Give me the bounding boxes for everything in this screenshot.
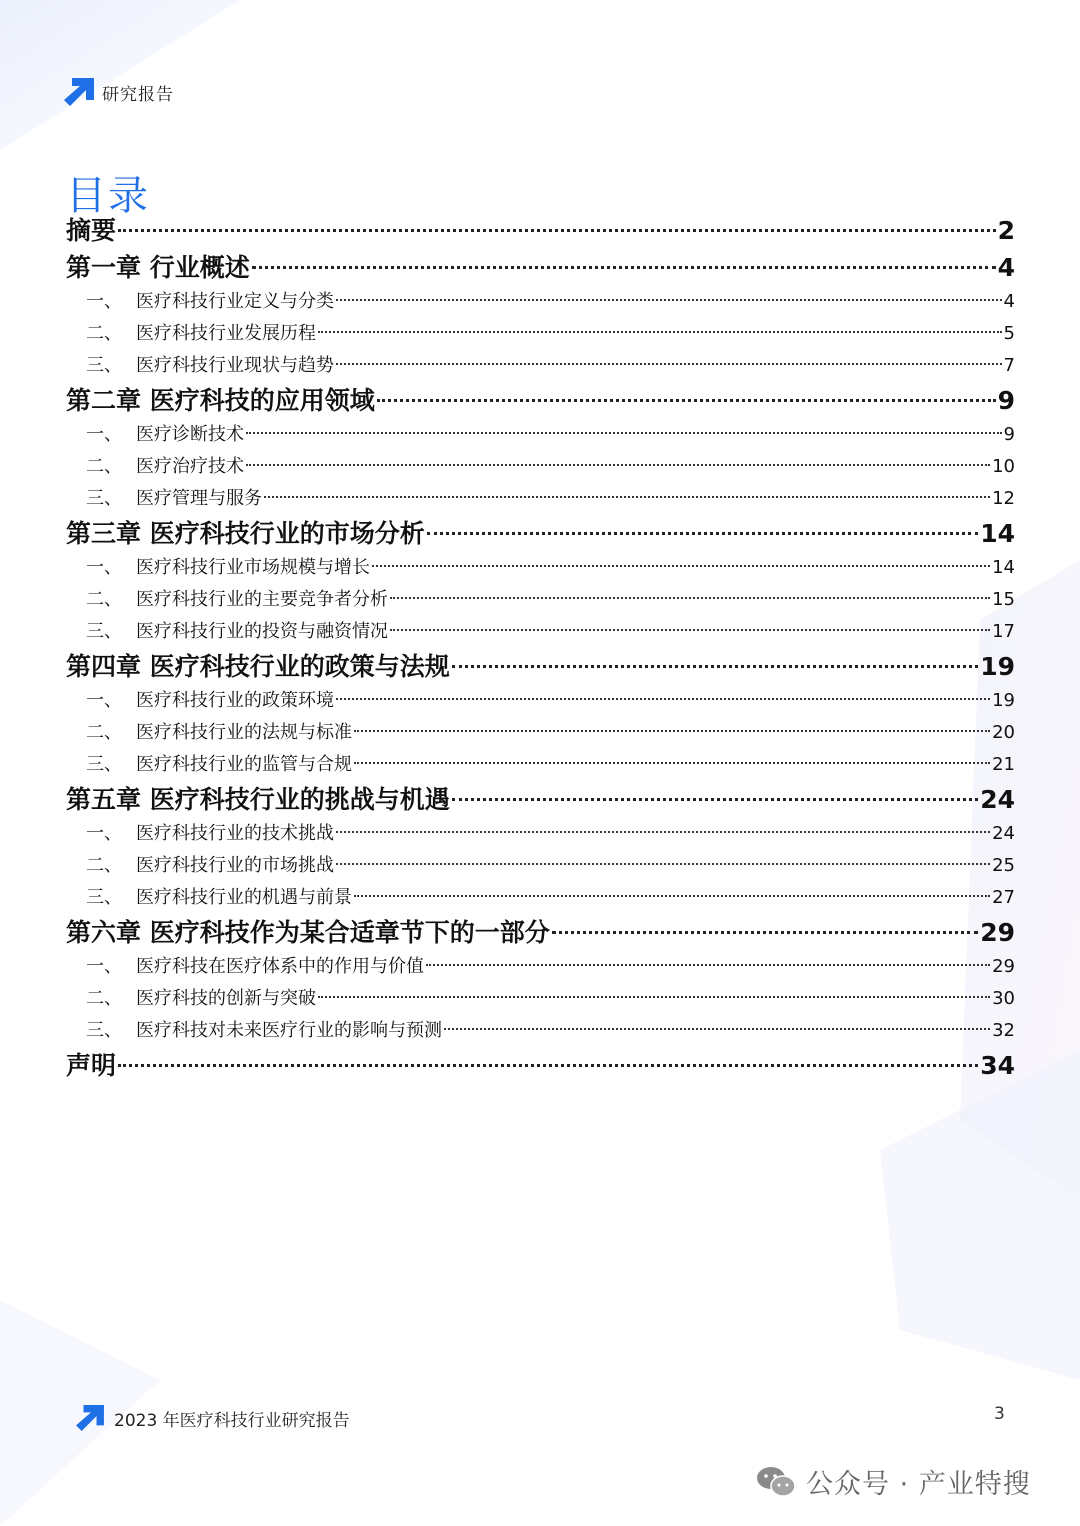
toc-leader-dots bbox=[118, 1064, 978, 1067]
toc-leader-dots bbox=[390, 597, 990, 599]
toc-section-entry[interactable] bbox=[66, 951, 1015, 983]
toc-chapter-entry[interactable] bbox=[66, 383, 1015, 419]
toc-section-label: 医疗科技对未来医疗行业的影响与预测 bbox=[136, 1020, 442, 1041]
toc-page-number: 34 bbox=[980, 1051, 1015, 1080]
page-number: 3 bbox=[994, 1404, 1005, 1424]
toc-section-entry[interactable] bbox=[66, 318, 1015, 350]
toc-section-label: 医疗诊断技术 bbox=[136, 424, 244, 445]
toc-section-number: 一、 bbox=[86, 557, 122, 578]
page-footer bbox=[76, 1405, 350, 1431]
toc-section-entry[interactable] bbox=[66, 749, 1015, 781]
toc-chapter-entry[interactable] bbox=[66, 213, 1015, 249]
toc-section-entry[interactable] bbox=[66, 451, 1015, 483]
toc-page-number: 9 bbox=[997, 386, 1015, 415]
toc-page-number: 17 bbox=[992, 621, 1015, 642]
toc-leader-dots bbox=[426, 964, 990, 966]
toc-section-number: 一、 bbox=[86, 424, 122, 445]
toc-page-number: 20 bbox=[992, 722, 1015, 743]
toc-leader-dots bbox=[452, 665, 978, 668]
toc-chapter-entry[interactable] bbox=[66, 649, 1015, 685]
toc-section-label: 医疗科技行业的监管与合规 bbox=[136, 754, 352, 775]
toc-section-number: 二、 bbox=[86, 855, 122, 876]
toc-section-entry[interactable] bbox=[66, 882, 1015, 914]
brand-logo-icon bbox=[76, 1405, 104, 1431]
wechat-icon bbox=[756, 1465, 796, 1499]
header-label: 研究报告 bbox=[102, 84, 174, 105]
toc-section-entry[interactable] bbox=[66, 1015, 1015, 1047]
toc-section-number: 三、 bbox=[86, 887, 122, 908]
toc-page-number: 14 bbox=[992, 557, 1015, 578]
toc-leader-dots bbox=[336, 698, 990, 700]
toc-leader-dots bbox=[390, 629, 990, 631]
toc-section-number: 一、 bbox=[86, 823, 122, 844]
toc-section-label: 医疗科技行业定义与分类 bbox=[136, 291, 334, 312]
toc-page-number: 5 bbox=[1003, 323, 1015, 344]
toc-section-label: 医疗科技行业的机遇与前景 bbox=[136, 887, 352, 908]
toc-leader-dots bbox=[354, 730, 990, 732]
toc-chapter-label: 摘要 bbox=[66, 216, 117, 245]
toc-section-entry[interactable] bbox=[66, 983, 1015, 1015]
toc-section-label: 医疗管理与服务 bbox=[136, 488, 262, 509]
toc-leader-dots bbox=[118, 229, 996, 232]
toc-leader-dots bbox=[372, 565, 990, 567]
toc-page-number: 29 bbox=[980, 918, 1015, 947]
toc-section-number: 三、 bbox=[86, 355, 122, 376]
toc-chapter-label: 第三章 医疗科技行业的市场分析 bbox=[66, 519, 425, 548]
toc-leader-dots bbox=[336, 863, 990, 865]
toc-leader-dots bbox=[336, 831, 990, 833]
toc-chapter-entry[interactable] bbox=[66, 915, 1015, 951]
toc-chapter-label: 第一章 行业概述 bbox=[66, 253, 250, 282]
toc-title: 目录 bbox=[66, 173, 150, 219]
footer-report-title: 2023 年医疗科技行业研究报告 bbox=[114, 1410, 350, 1431]
toc-section-entry[interactable] bbox=[66, 685, 1015, 717]
toc-page-number: 25 bbox=[992, 855, 1015, 876]
toc-page-number: 7 bbox=[1003, 355, 1015, 376]
toc-leader-dots bbox=[336, 363, 1002, 365]
toc-page-number: 21 bbox=[992, 754, 1015, 775]
toc-leader-dots bbox=[354, 895, 990, 897]
toc-leader-dots bbox=[246, 432, 1002, 434]
toc-section-number: 二、 bbox=[86, 323, 122, 344]
toc-section-label: 医疗科技行业的技术挑战 bbox=[136, 823, 334, 844]
toc-leader-dots bbox=[444, 1028, 990, 1030]
brand-logo-icon bbox=[64, 78, 94, 106]
toc-section-entry[interactable] bbox=[66, 616, 1015, 648]
toc-chapter-entry[interactable] bbox=[66, 250, 1015, 286]
toc-section-number: 一、 bbox=[86, 956, 122, 977]
toc-section-label: 医疗科技行业的主要竞争者分析 bbox=[136, 589, 388, 610]
toc-section-label: 医疗治疗技术 bbox=[136, 456, 244, 477]
toc-page-number: 27 bbox=[992, 887, 1015, 908]
toc-section-entry[interactable] bbox=[66, 717, 1015, 749]
toc-leader-dots bbox=[318, 331, 1002, 333]
toc-chapter-entry[interactable] bbox=[66, 1048, 1015, 1084]
toc-chapter-label: 第六章 医疗科技作为某合适章节下的一部分 bbox=[66, 918, 550, 947]
page-header bbox=[64, 78, 174, 106]
watermark-text: 公众号 · 产业特搜 bbox=[806, 1469, 1031, 1500]
toc-section-number: 三、 bbox=[86, 488, 122, 509]
toc-section-entry[interactable] bbox=[66, 286, 1015, 318]
toc-leader-dots bbox=[427, 532, 978, 535]
toc-leader-dots bbox=[552, 931, 978, 934]
toc-section-number: 二、 bbox=[86, 988, 122, 1009]
toc-section-number: 一、 bbox=[86, 291, 122, 312]
toc-page-number: 29 bbox=[992, 956, 1015, 977]
toc-page-number: 2 bbox=[997, 216, 1015, 245]
toc-leader-dots bbox=[264, 496, 990, 498]
toc-page-number: 4 bbox=[997, 253, 1015, 282]
toc-section-number: 二、 bbox=[86, 722, 122, 743]
toc-leader-dots bbox=[354, 762, 990, 764]
toc-chapter-label: 第二章 医疗科技的应用领域 bbox=[66, 386, 375, 415]
toc-page-number: 12 bbox=[992, 488, 1015, 509]
toc-section-number: 二、 bbox=[86, 589, 122, 610]
toc-leader-dots bbox=[452, 798, 978, 801]
toc-section-label: 医疗科技行业现状与趋势 bbox=[136, 355, 334, 376]
toc-page-number: 30 bbox=[992, 988, 1015, 1009]
toc-section-entry[interactable] bbox=[66, 818, 1015, 850]
toc-section-label: 医疗科技行业的政策环境 bbox=[136, 690, 334, 711]
toc-leader-dots bbox=[252, 266, 996, 269]
toc-page-number: 15 bbox=[992, 589, 1015, 610]
toc-leader-dots bbox=[246, 464, 990, 466]
toc-page-number: 24 bbox=[992, 823, 1015, 844]
toc-page-number: 24 bbox=[980, 785, 1015, 814]
toc-section-entry[interactable] bbox=[66, 584, 1015, 616]
toc-section-label: 医疗科技行业发展历程 bbox=[136, 323, 316, 344]
toc-section-number: 一、 bbox=[86, 690, 122, 711]
toc-section-number: 三、 bbox=[86, 754, 122, 775]
toc-section-label: 医疗科技行业的市场挑战 bbox=[136, 855, 334, 876]
table-of-contents bbox=[66, 212, 1015, 1084]
toc-page-number: 4 bbox=[1003, 291, 1015, 312]
toc-page-number: 9 bbox=[1003, 424, 1015, 445]
toc-section-entry[interactable] bbox=[66, 419, 1015, 451]
toc-section-label: 医疗科技在医疗体系中的作用与价值 bbox=[136, 956, 424, 977]
toc-section-label: 医疗科技行业市场规模与增长 bbox=[136, 557, 370, 578]
toc-leader-dots bbox=[336, 299, 1002, 301]
toc-chapter-entry[interactable] bbox=[66, 782, 1015, 818]
toc-page-number: 19 bbox=[980, 652, 1015, 681]
toc-section-label: 医疗科技行业的投资与融资情况 bbox=[136, 621, 388, 642]
toc-chapter-label: 第四章 医疗科技行业的政策与法规 bbox=[66, 652, 450, 681]
toc-chapter-label: 声明 bbox=[66, 1051, 117, 1080]
toc-leader-dots bbox=[318, 996, 990, 998]
toc-section-entry[interactable] bbox=[66, 483, 1015, 515]
toc-page-number: 32 bbox=[992, 1020, 1015, 1041]
toc-section-label: 医疗科技行业的法规与标准 bbox=[136, 722, 352, 743]
toc-page-number: 10 bbox=[992, 456, 1015, 477]
toc-section-label: 医疗科技的创新与突破 bbox=[136, 988, 316, 1009]
toc-section-number: 三、 bbox=[86, 621, 122, 642]
toc-section-entry[interactable] bbox=[66, 850, 1015, 882]
toc-page-number: 19 bbox=[992, 690, 1015, 711]
toc-section-entry[interactable] bbox=[66, 552, 1015, 584]
toc-page-number: 14 bbox=[980, 519, 1015, 548]
toc-leader-dots bbox=[377, 399, 996, 402]
toc-section-entry[interactable] bbox=[66, 350, 1015, 382]
toc-section-number: 三、 bbox=[86, 1020, 122, 1041]
toc-chapter-label: 第五章 医疗科技行业的挑战与机遇 bbox=[66, 785, 450, 814]
toc-chapter-entry[interactable] bbox=[66, 516, 1015, 552]
toc-section-number: 二、 bbox=[86, 456, 122, 477]
watermark bbox=[756, 1462, 1031, 1501]
